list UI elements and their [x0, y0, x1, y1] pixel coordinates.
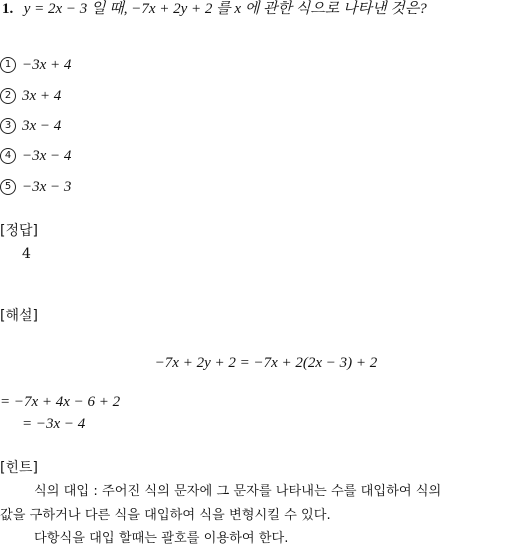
hint-line-2: 값을 구하거나 다른 식을 대입하여 식을 변형시킬 수 있다. [0, 508, 331, 523]
choice-2-mark: 2 [0, 88, 16, 104]
question-line [2, 0, 427, 18]
choice-5[interactable] [0, 178, 71, 196]
explanation-label: [해설] [0, 308, 38, 324]
question-number: 1. [2, 1, 14, 17]
choice-3-text: 3x − 4 [22, 118, 62, 134]
explanation-step-1: = −7x + 4x − 6 + 2 [0, 394, 121, 410]
choice-3[interactable] [0, 117, 61, 135]
hint-label: [힌트] [0, 460, 38, 476]
choice-1[interactable] [0, 56, 71, 74]
answer-label: [정답] [0, 223, 38, 239]
choice-3-mark: 3 [0, 118, 16, 134]
choice-4-mark: 4 [0, 148, 16, 164]
choice-5-text: −3x − 3 [22, 179, 72, 195]
answer-value: 4 [22, 246, 31, 262]
hint-line-1: 식의 대입 : 주어진 식의 문자에 그 문자를 나타내는 수를 대입하여 식의 [34, 484, 442, 499]
choice-2-text: 3x + 4 [22, 88, 62, 104]
explanation-equation: −7x + 2y + 2 = −7x + 2(2x − 3) + 2 [154, 355, 378, 371]
choice-5-mark: 5 [0, 179, 16, 195]
question-text: y = 2x − 3 일 때, −7x + 2y + 2 를 x 에 관한 식으로 나타낸 것은? [23, 1, 427, 17]
choice-2[interactable] [0, 87, 61, 105]
choice-1-text: −3x + 4 [22, 57, 72, 73]
choice-4[interactable] [0, 147, 71, 165]
hint-line-3: 다항식을 대입 할때는 괄호를 이용하여 한다. [34, 531, 289, 546]
explanation-step-2: = −3x − 4 [22, 416, 86, 432]
choice-1-mark: 1 [0, 57, 16, 73]
choice-4-text: −3x − 4 [22, 148, 72, 164]
